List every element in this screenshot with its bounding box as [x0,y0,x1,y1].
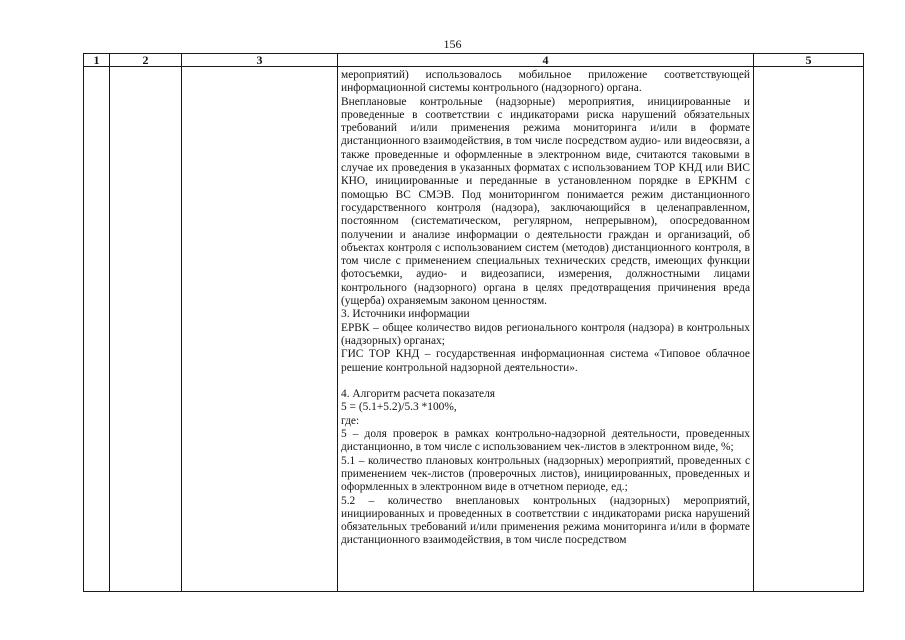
column-header-1: 1 [84,54,110,67]
column-header-2: 2 [110,54,182,67]
column-header-4: 4 [338,54,754,67]
table-header-row [84,54,864,67]
blank-line [341,375,750,388]
heading-information-sources: 3. Источники информации [341,308,470,321]
cell-col-2 [110,67,182,592]
heading-calculation-algorithm: 4. Алгоритм расчета показателя [341,388,496,401]
paragraph-unscheduled-events: Внеплановые контрольные (надзорные) мероприятия, инициированные и проведенные в соответствии с индикаторами риска нарушений обязательных требований и/или применения режима мониторинга и/или в формате дистанционного взаимодействия, в том числе посредством аудио- или видеосвязи, а также проведенные и оформленные в электронном виде, считаются таковыми в случае их проведения в указанных форматах с использованием ТОР КНД или ВИС КНО, инициированные и переданные в установленном порядке в ЕРКНМ с помощью ВС СМЭВ. Под мониторингом понимается режим дистанционного государственного контроля (надзора), заключающийся в целенаправленном, постоянном (систематическом, регулярном, непрерывном), опосредованном получении и анализе информации о деятельности граждан и организаций, об объектах контроля с использованием систем (методов) дистанционного контроля, в том числе с применением специальных технических средств, имеющих функции фотосъемки, аудио- и видеозаписи, измерения, должностными лицами контрольного (надзорного) органа в целях предотвращения причинения вреда (ущерба) охраняемым законом ценностям. [341,95,750,308]
formula: 5 = (5.1+5.2)/5.3 *100%, [341,401,457,414]
cell-col-3 [182,67,338,592]
column-header-3: 3 [182,54,338,67]
cell-col-5 [754,67,864,592]
paragraph-continuation: мероприятий) использовалось мобильное приложение соответствующей информационной системы контрольного (надзорного) органа. [341,69,750,95]
definition-5: 5 – доля проверок в рамках контрольно-надзорной деятельности, проведенных дистанционно, в том числе с использованием чек-листов в электронном виде, %; [341,428,750,454]
page-number: 156 [443,37,462,51]
indicator-table [83,53,864,592]
table-row [84,67,864,592]
definition-5-1: 5.1 – количество плановых контрольных (надзорных) мероприятий, проведенных с применением чек-листов (проверочных листов), инициированных, проведенных и оформленных в электронном виде в отчетном периоде, ед.; [341,454,750,494]
cell-col-1 [84,67,110,592]
paragraph-gis-tor-knd: ГИС ТОР КНД – государственная информационная система «Типовое облачное решение контрольной надзорной деятельности». [341,348,750,374]
column-header-5: 5 [754,54,864,67]
formula-where: где: [341,414,360,427]
definition-5-2: 5.2 – количество внеплановых контрольных (надзорных) мероприятий, инициированных и проведенных в соответствии с индикаторами риска нарушений обязательных требований и/или применения режима мониторинга и/или в формате дистанционного взаимодействия, в том числе посредством [341,494,750,547]
cell-col-4 [338,67,754,592]
paragraph-ervk: ЕРВК – общее количество видов регионального контроля (надзора) в контрольных (надзорных) органах; [341,321,750,347]
